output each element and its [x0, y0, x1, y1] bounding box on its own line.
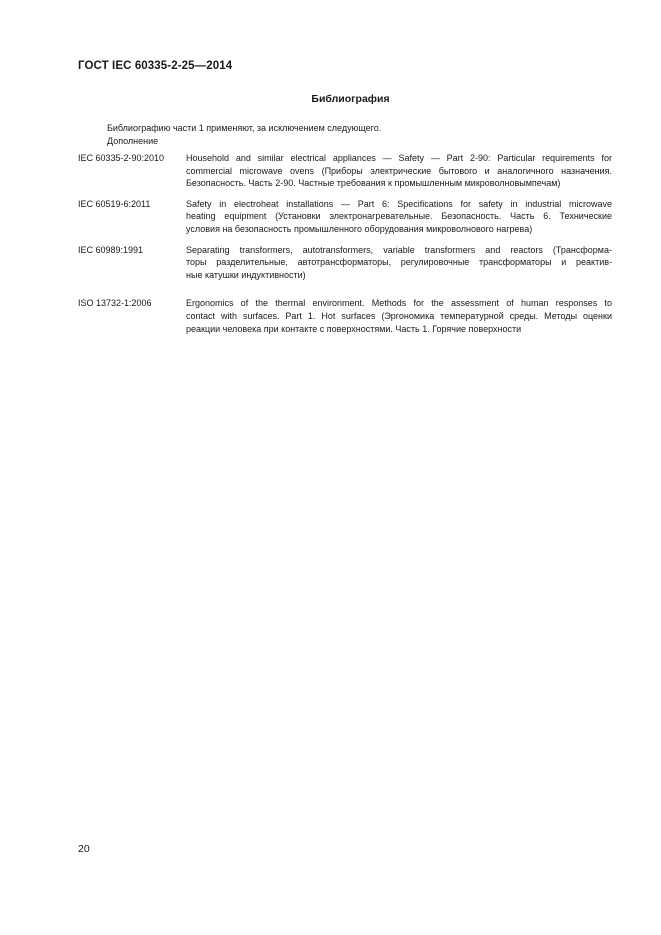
reference-line: ные катушки индуктивности)	[186, 269, 306, 280]
section-title: Библиография	[311, 93, 390, 105]
reference-line: реакции человека при контакте с поверхностями. Часть 1. Горячие поверхности	[186, 323, 522, 334]
reference-line: commercial microwave ovens (Приборы электрические бытового и аналогичного назначения.	[186, 165, 612, 176]
reference-text	[186, 152, 612, 190]
reference-item	[78, 152, 612, 190]
reference-id: IEC 60335-2-90:2010	[78, 153, 165, 163]
reference-id: IEC 60989:1991	[78, 244, 144, 255]
reference-line: contact with surfaces. Part 1. Hot surfaces (Эргономика температурной среды. Методы оценки	[186, 310, 612, 321]
page-number: 20	[78, 843, 90, 855]
reference-list	[78, 152, 612, 335]
reference-line: торы разделительные, автотрансформаторы, регулировочные трансформаторы и реактив-	[186, 257, 612, 268]
reference-text	[186, 297, 612, 335]
intro-line: Библиографию части 1 применяют, за исключением следующего.	[107, 123, 382, 133]
reference-item	[78, 198, 612, 236]
reference-line: условия на безопасность промышленного оборудования микроволнового нагрева)	[186, 223, 533, 234]
reference-text	[186, 198, 612, 236]
intro-subheading: Дополнение	[107, 135, 159, 146]
reference-item	[78, 244, 612, 282]
reference-line: Ergonomics of the thermal environment. Methods for the assessment of human responses to	[186, 298, 612, 309]
intro-text	[107, 122, 381, 147]
reference-text	[186, 244, 612, 282]
reference-id: IEC 60519-6:2011	[78, 198, 151, 209]
reference-id: ISO 13732-1:2006	[78, 298, 152, 309]
document-code-header: ГОСТ IEC 60335-2-25—2014	[78, 60, 233, 72]
reference-line: Safety in electroheat installations — Part 6: Specifications for safety in industrial microwave	[186, 198, 612, 209]
reference-line: heating equipment (Установки электронагревательные. Безопасность. Часть 6. Технические	[186, 211, 612, 222]
reference-line: Household and similar electrical appliances — Safety — Part 2-90: Particular requirements for	[186, 153, 612, 163]
reference-line: Безопасность. Часть 2-90. Частные требования к промышленным микроволновымпечам)	[186, 178, 561, 189]
reference-line: Separating transformers, autotransformers, variable transformers and reactors (Трансформа-	[186, 244, 612, 255]
reference-item	[78, 297, 612, 335]
